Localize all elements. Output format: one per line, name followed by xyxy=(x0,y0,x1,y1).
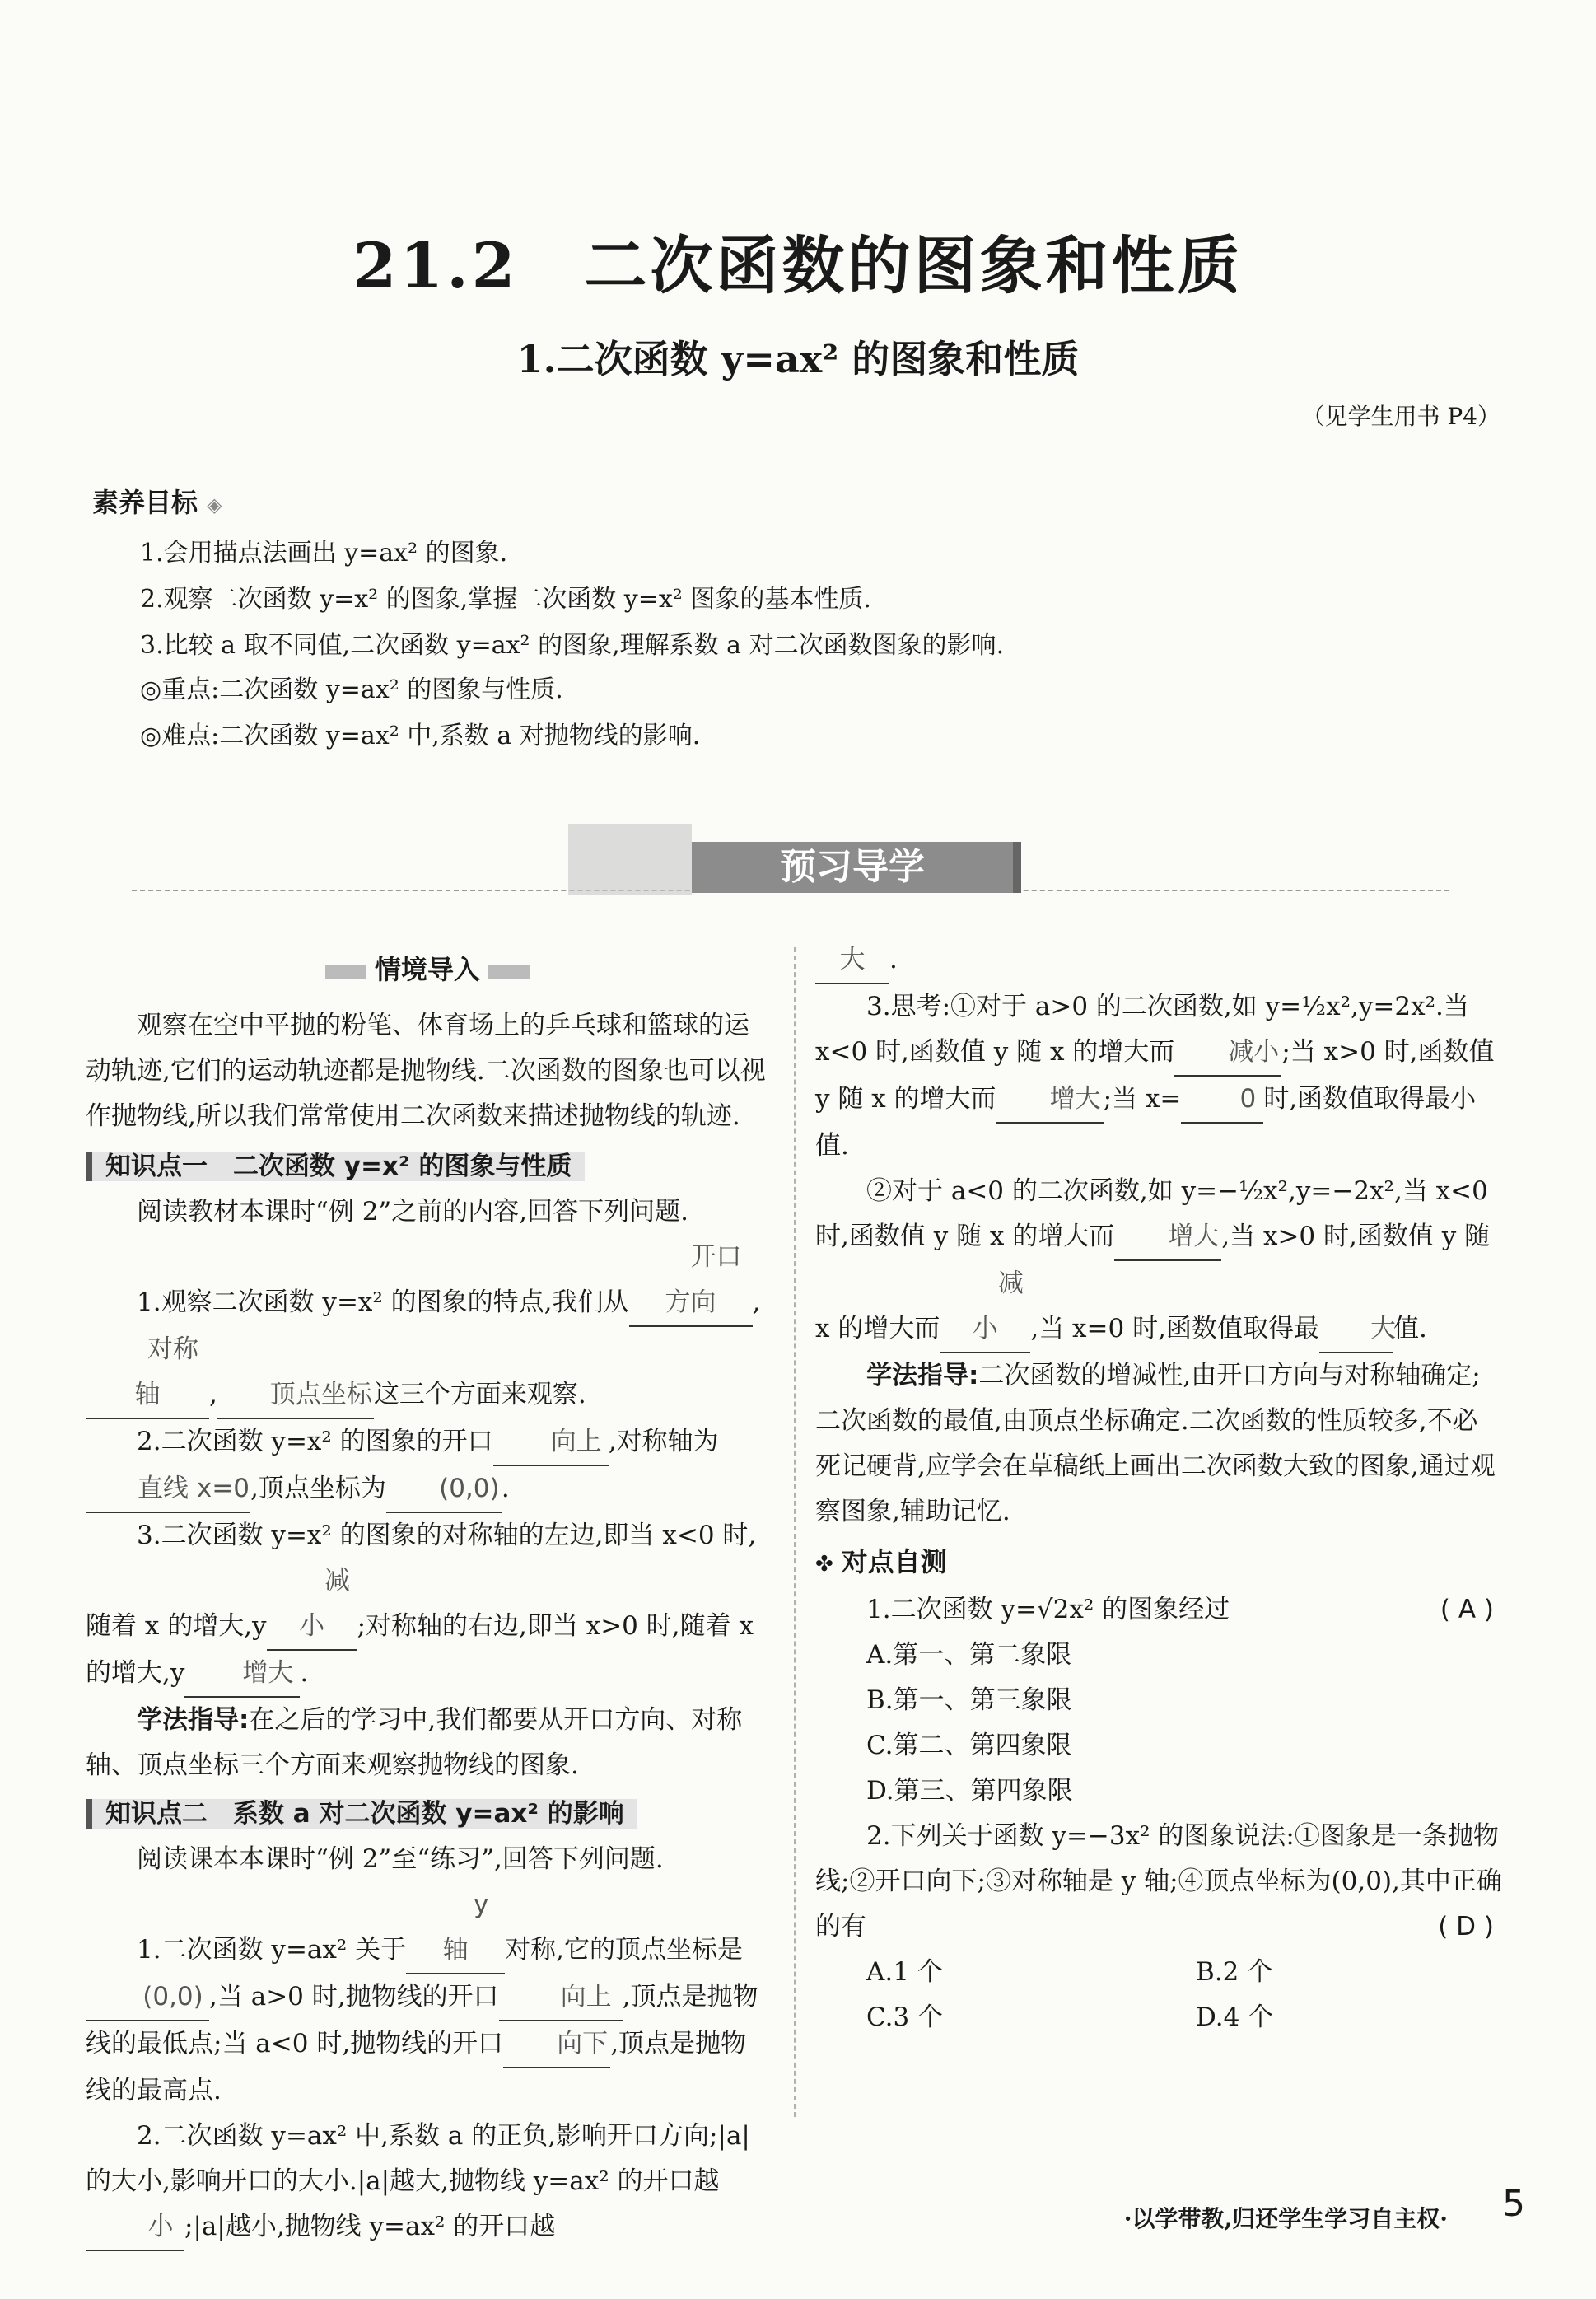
test-question-2: 2.下列关于函数 y=−3x² 的图象说法:①图象是一条抛物线;②开口向下;③对称轴是 y 轴;④顶点坐标为(0,0),其中正确的有 ( D ) xyxy=(815,1814,1502,1950)
option: A.第一、第二象限 xyxy=(866,1640,1072,1670)
k1-question-2: 2.二次函数 y=x² 的图象的开口 向上 ,对称轴为直线 x=0,顶点坐标为 (0,0). xyxy=(86,1419,769,1513)
section-title: 1.二次函数 y=ax² 的图象和性质 xyxy=(516,337,1080,381)
continued-blank: 大 . xyxy=(815,937,1502,984)
k1-read: 阅读教材本课时“例 2”之前的内容,回答下列问题. xyxy=(137,1197,688,1227)
option: A.1 个 xyxy=(866,1957,943,1987)
k1-question-3: 3.二次函数 y=x² 的图象的对称轴的左边,即当 x<0 时,随着 x 的增大,y减小 ;对称轴的右边,即当 x>0 时,随着 x 的增大,y 增大 . xyxy=(86,1513,769,1698)
k2-read: 阅读课本本课时“例 2”至“练习”,回答下列问题. xyxy=(137,1844,664,1874)
banner-decoration xyxy=(568,824,692,895)
knowledge-point-2-heading: 知识点二 系数 a 对二次函数 y=ax² 的影响 xyxy=(86,1799,637,1829)
column-divider xyxy=(794,947,796,2117)
intro-text: 观察在空中平抛的粉笔、体育场上的乒乓球和篮球的运动轨迹,它们的运动轨迹都是抛物线.二次函数的图象也可以视作抛物线,所以我们常常使用二次函数来描述抛物线的轨迹. xyxy=(86,1011,766,1131)
goal-key-point: ◎重点:二次函数 y=ax² 的图象与性质. xyxy=(140,675,563,704)
option: D.4 个 xyxy=(1196,2002,1274,2032)
footer-slogan: ·以学带教,归还学生学习自主权· xyxy=(1123,2205,1448,2232)
think-question-2: ②对于 a<0 的二次函数,如 y=−½x²,y=−2x²,当 x<0 时,函数值 y 随 x 的增大而 增大,当 x>0 时,函数值 y 随 x 的增大而减小 ,当 x=0 时,函数值取得最 大值. xyxy=(815,1169,1502,1353)
k1-tip: 学法指导:在之后的学习中,我们都要从开口方向、对称轴、顶点坐标三个方面来观察抛物线的图象. xyxy=(86,1705,743,1780)
option: B.2 个 xyxy=(1196,1957,1273,1987)
star-icon: ✤ xyxy=(815,1552,833,1577)
test-1-answer: ( A ) xyxy=(1440,1595,1494,1624)
k2-question-1: 1.二次函数 y=ax² 关于y 轴 对称,它的顶点坐标是(0,0) ,当 a>0 时,抛物线的开口 向上 ,顶点是抛物线的最低点;当 a<0 时,抛物线的开口 向下,顶点是抛物线的最高点. xyxy=(86,1882,769,2114)
intro-heading: 情境导入 xyxy=(86,947,769,993)
self-test-heading: ✤ 对点自测 xyxy=(815,1546,947,1577)
preview-banner: 预习导学 xyxy=(692,842,1021,893)
option: D.第三、第四象限 xyxy=(866,1776,1073,1806)
knowledge-point-1-heading: 知识点一 二次函数 y=x² 的图象与性质 xyxy=(86,1152,585,1181)
diamond-icon: ◈ xyxy=(207,493,222,516)
goal-item: 3.比较 a 取不同值,二次函数 y=ax² 的图象,理解系数 a 对二次函数图象的影响. xyxy=(140,631,1005,660)
right-column xyxy=(815,937,1502,2040)
option: C.第二、第四象限 xyxy=(866,1731,1072,1760)
goal-item: 2.观察二次函数 y=x² 的图象,掌握二次函数 y=x² 图象的基本性质. xyxy=(140,585,871,614)
goals-heading: 素养目标 ◈ xyxy=(92,487,222,518)
k2-question-2: 2.二次函数 y=ax² 中,系数 a 的正负,影响开口方向;|a|的大小,影响开口的大小.|a|越大,抛物线 y=ax² 的开口越小 ;|a|越小,抛物线 y=ax² 的开口越 xyxy=(86,2114,769,2251)
left-column xyxy=(86,947,769,2251)
goal-difficult-point: ◎难点:二次函数 y=ax² 中,系数 a 对抛物线的影响. xyxy=(140,722,701,750)
reference-note: （见学生用书 P4） xyxy=(1301,403,1500,430)
goal-item: 1.会用描点法画出 y=ax² 的图象. xyxy=(140,539,508,568)
test-question-1: 1.二次函数 y=√2x² 的图象经过 ( A ) xyxy=(815,1587,1502,1633)
page-number: 5 xyxy=(1502,2183,1525,2225)
k1-question-1: 1.观察二次函数 y=x² 的图象的特点,我们从开口方向 ,对称轴 , 顶点坐标这三个方面来观察. xyxy=(86,1235,769,1419)
option: C.3 个 xyxy=(866,2002,944,2032)
test-2-answer: ( D ) xyxy=(1438,1912,1494,1942)
page-title: 21.2 二次函数的图象和性质 xyxy=(352,229,1244,302)
option: B.第一、第三象限 xyxy=(866,1685,1072,1715)
think-question-1: 3.思考:①对于 a>0 的二次函数,如 y=½x²,y=2x².当 x<0 时,函数值 y 随 x 的增大而 减小;当 x>0 时,函数值 y 随 x 的增大而 增大;当 x= 0 时,函数值取得最小值. xyxy=(815,992,1495,1161)
right-tip: 学法指导:二次函数的增减性,由开口方向与对称轴确定;二次函数的最值,由顶点坐标确定.二次函数的性质较多,不必死记硬背,应学会在草稿纸上画出二次函数大致的图象,通过观察图象,辅助记忆. xyxy=(815,1361,1496,1526)
